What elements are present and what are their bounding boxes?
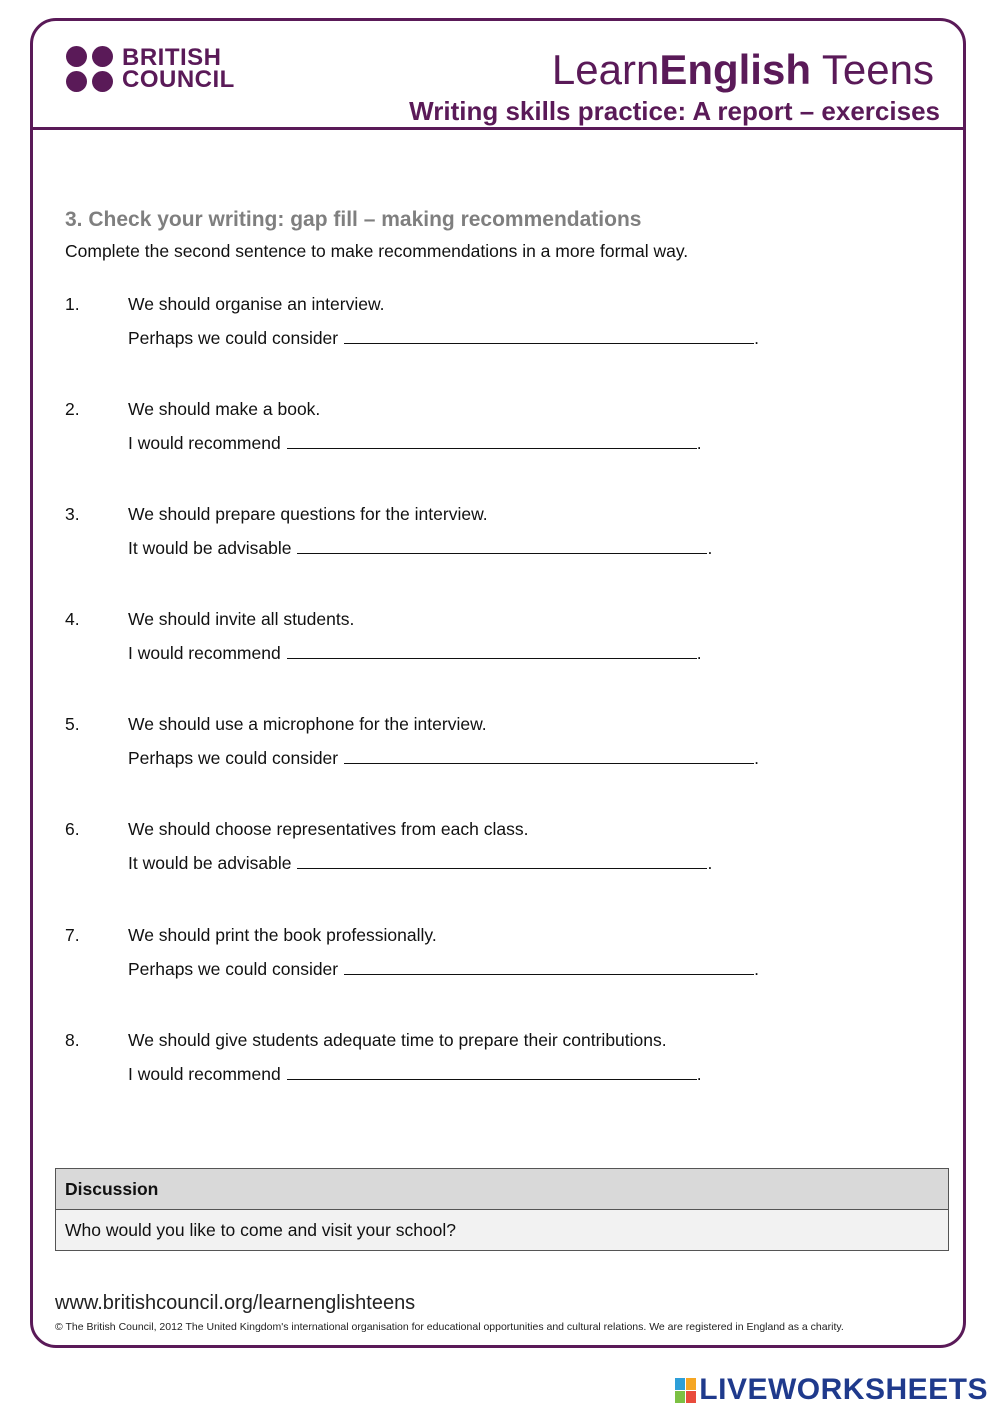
item-sentence: We should choose representatives from each class.: [128, 819, 529, 839]
brand-part2: English: [659, 46, 811, 93]
item-sentence: We should use a microphone for the interview.: [128, 714, 487, 734]
page-subtitle: Writing skills practice: A report – exercises: [409, 96, 940, 126]
discussion-heading: Discussion: [56, 1169, 948, 1210]
item-number: 8.: [65, 1030, 80, 1050]
item-number: 3.: [65, 504, 80, 524]
item-prompt: It would be advisable: [128, 538, 292, 558]
learnenglish-teens-logo: [552, 46, 934, 94]
discussion-question: Who would you like to come and visit your school?: [56, 1210, 948, 1250]
section-title: 3. Check your writing: gap fill – making recommendations: [65, 208, 642, 231]
logo-line2: COUNCIL: [122, 66, 235, 93]
item-number: 7.: [65, 925, 80, 945]
answer-gap[interactable]: [287, 1063, 697, 1080]
item-prompt: Perhaps we could consider: [128, 959, 339, 979]
watermark-text: LIVEWORKSHEETS: [699, 1373, 988, 1406]
item-end: .: [696, 433, 702, 453]
item-prompt: Perhaps we could consider: [128, 328, 339, 348]
item-number: 2.: [65, 399, 80, 419]
item-prompt: Perhaps we could consider: [128, 748, 339, 768]
brand-part1: Learn: [551, 46, 660, 93]
item-end: .: [754, 748, 759, 768]
discussion-box: [55, 1168, 949, 1251]
item-end: .: [696, 643, 702, 663]
item-number: 6.: [65, 819, 80, 839]
item-sentence: We should invite all students.: [128, 609, 355, 629]
answer-gap[interactable]: [297, 537, 707, 554]
liveworksheets-watermark: [675, 1373, 988, 1407]
answer-gap[interactable]: [344, 747, 754, 764]
item-number: 4.: [65, 609, 80, 629]
item-sentence: We should make a book.: [128, 399, 321, 419]
answer-gap[interactable]: [287, 642, 697, 659]
instruction-text: Complete the second sentence to make recommendations in a more formal way.: [65, 241, 689, 261]
answer-gap[interactable]: [344, 958, 754, 975]
footer-url: www.britishcouncil.org/learnenglishteens: [55, 1292, 416, 1314]
answer-gap[interactable]: [297, 852, 707, 869]
item-end: .: [707, 538, 713, 558]
item-end: .: [696, 1064, 702, 1084]
item-prompt: I would recommend: [128, 1064, 281, 1084]
footer-copyright: © The British Council, 2012 The United Kingdom's international organisation for educational opportunities and cultural relations. We are registered in England as a charity.: [55, 1321, 844, 1333]
item-prompt: I would recommend: [128, 643, 281, 663]
logo-line1: BRITISH: [122, 44, 222, 71]
logo-dots-icon: [66, 46, 114, 92]
item-number: 1.: [65, 294, 80, 314]
item-sentence: We should give students adequate time to prepare their contributions.: [128, 1030, 667, 1050]
header-divider: [30, 127, 966, 130]
answer-gap[interactable]: [287, 432, 697, 449]
liveworksheets-badge-icon: [675, 1378, 696, 1403]
answer-gap[interactable]: [344, 327, 754, 344]
item-prompt: It would be advisable: [128, 853, 292, 873]
item-end: .: [754, 328, 759, 348]
item-prompt: I would recommend: [128, 433, 281, 453]
item-end: .: [707, 853, 713, 873]
item-sentence: We should print the book professionally.: [128, 925, 437, 945]
british-council-logo: [66, 46, 235, 92]
item-number: 5.: [65, 714, 80, 734]
brand-part3: Teens: [811, 46, 934, 93]
item-end: .: [754, 959, 759, 979]
item-sentence: We should prepare questions for the interview.: [128, 504, 488, 524]
item-sentence: We should organise an interview.: [128, 294, 385, 314]
